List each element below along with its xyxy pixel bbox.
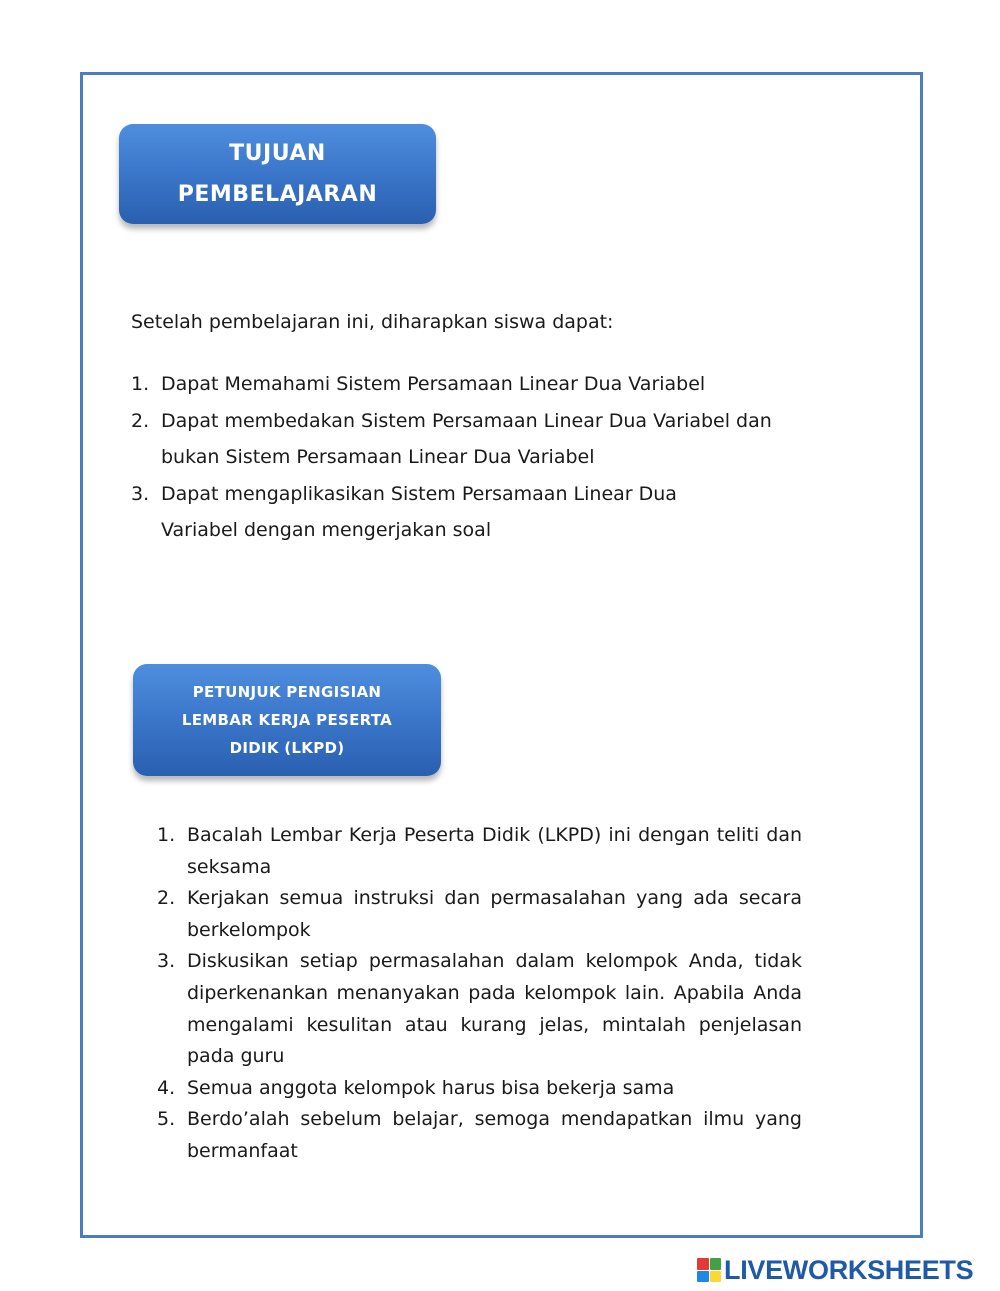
lkpd-instructions-title-line1: PETUNJUK PENGISIAN [192,683,382,701]
list-item-number: 2. [131,409,150,432]
list-item-number: 5. [157,1108,176,1131]
instructions-list [157,820,802,1168]
list-item [131,403,811,476]
list-item [131,476,811,549]
list-item-number: 1. [131,373,150,395]
list-item-text: Berdo’alah sebelum belajar, semoga mendapatkan ilmu yang bermanfaat [187,1108,802,1162]
list-item [131,366,811,403]
lkpd-instructions-title-box [133,664,441,776]
list-item [157,883,802,946]
list-item-text: Bacalah Lembar Kerja Peserta Didik (LKPD) ini dengan teliti dan seksama [187,824,802,878]
list-item [157,1073,802,1105]
liveworksheets-logo-icon [697,1258,721,1282]
learning-objectives-title-line1: TUJUAN [229,141,326,166]
list-item-number: 3. [157,950,176,973]
lkpd-instructions-title-line3: DIDIK (LKPD) [229,739,345,757]
list-item-text: Dapat membedakan Sistem Persamaan Linear Dua Variabel dan bukan Sistem Persamaan Linear Dua Variabel [161,409,772,468]
list-item-text: Dapat Memahami Sistem Persamaan Linear Dua Variabel [161,373,706,395]
learning-objectives-title-line2: PEMBELAJARAN [177,182,378,207]
list-item-number: 2. [157,887,176,910]
list-item-text: Semua anggota kelompok harus bisa bekerja sama [187,1076,675,1099]
list-item-text: Kerjakan semua instruksi dan permasalahan yang ada secara berkelompok [187,887,802,941]
objectives-list [131,366,811,549]
brand-name: LIVEWORKSHEETS [724,1255,974,1285]
list-item [157,1104,802,1167]
objectives-intro-text: Setelah pembelajaran ini, diharapkan siswa dapat: [131,311,614,333]
liveworksheets-brand[interactable] [697,1257,973,1283]
learning-objectives-title-box [119,124,436,224]
list-item-number: 1. [157,824,176,846]
list-item-number: 4. [157,1076,176,1099]
list-item-number: 3. [131,482,150,505]
list-item-text: Dapat mengaplikasikan Sistem Persamaan Linear Dua Variabel dengan mengerjakan soal [161,482,677,541]
list-item [157,946,802,1072]
list-item [157,820,802,883]
list-item-text: Diskusikan setiap permasalahan dalam kelompok Anda, tidak diperkenankan menanyakan pada kelompok lain. Apabila Anda mengalami kesulitan atau kurang jelas, mintalah penjelasan pada guru [187,950,802,1068]
lkpd-instructions-title-line2: LEMBAR KERJA PESERTA [181,711,393,729]
